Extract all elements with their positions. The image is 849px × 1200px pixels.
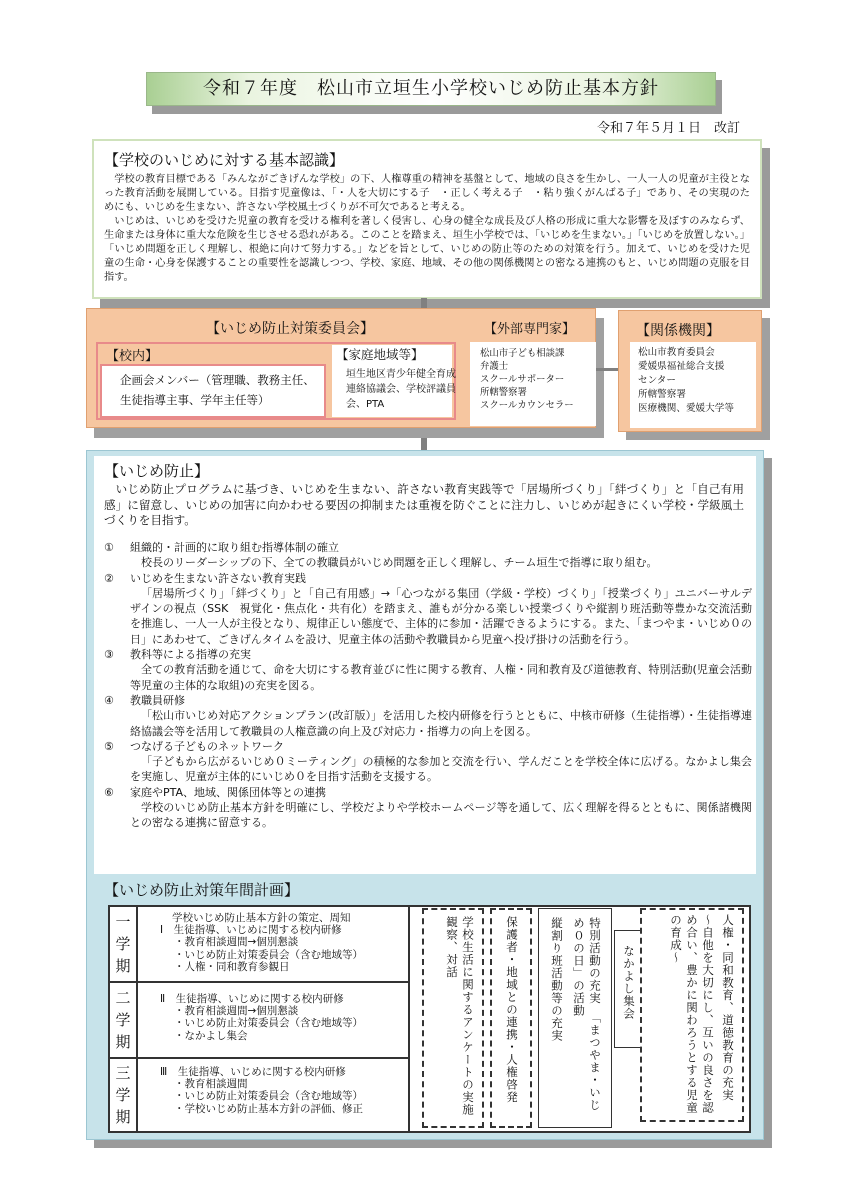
recognition-heading: 【学校のいじめに対する基本認識】 <box>104 151 345 169</box>
prevention-intro: いじめ防止プログラムに基づき、いじめを生まない、許さない教育実践等で「居場所づくり」「絆づくり」と「自己有用感」に留意し、いじめの加害に向かわせる要因の抑制または重複を防ぐことに注力し、いじめが起きにくい学校・学級風土づくりを目指す。 <box>104 482 744 527</box>
term-line: ・教育相談週間 <box>174 1078 248 1091</box>
item-description: 校長のリーダーシップの下、全ての教職員がいじめ問題を正しく理解し、チーム垣生で指導に取り組む。 <box>141 556 658 570</box>
term-line: ・人権・同和教育参観日 <box>174 960 290 973</box>
item-number: ① <box>104 541 114 554</box>
related-member: 松山市教育委員会 <box>638 347 715 358</box>
prevention-heading: 【いじめ防止】 <box>104 462 210 480</box>
item-title: つなげる子どものネットワーク <box>130 739 284 753</box>
term-line: ・いじめ防止対策委員会（含む地域等） <box>174 948 363 961</box>
term-char: 三 <box>115 1064 131 1082</box>
term-line: ・学校いじめ防止基本方針の評価、修正 <box>174 1102 363 1115</box>
recognition-para-1: 学校の教育目標である「みんながごきげんな学校」の下、人権尊重の精神を基盤として、地域の良さを生かし、一人一人の児童が主役となった教育活動を展開している。目指す児童像は、「・人を大切にする子 ・正しく考える子 ・粘り強くがんばる子」であり、その実現のためにも、いじめを生まない、許さない学校風土づくりが不可欠であると考える。 <box>104 174 750 213</box>
prevention-item <box>104 739 752 785</box>
term-divider <box>110 981 410 983</box>
committee-title: 【いじめ防止対策委員会】 <box>206 321 374 337</box>
item-title: 教科等による指導の充実 <box>130 648 251 662</box>
term-content-third <box>148 1066 410 1115</box>
item-title: 組織的・計画的に取り組む指導体制の確立 <box>130 541 339 554</box>
related-title: 【関係機関】 <box>636 323 720 339</box>
term-char: 一 <box>115 913 131 931</box>
term-char: 二 <box>115 989 131 1007</box>
page-title: 令和７年度 松山市立垣生小学校いじめ防止基本方針 <box>146 72 716 106</box>
term-label-third <box>110 1059 138 1131</box>
item-description: 「子どもから広がるいじめ０ミーティング」の積極的な参加と交流を行い、学んだことを学校全体に広げる。なかよし集会を実施し、児童が主体的にいじめ０を目指す活動を支援する。 <box>130 755 752 784</box>
survey-text: 学校生活に関するアンケートの実施 観察、対話 <box>445 916 475 1129</box>
external-member: スクールサポーター <box>480 374 565 385</box>
prevention-item <box>104 647 752 693</box>
term-line: ・教育相談週間→個別懇談 <box>174 1005 299 1018</box>
related-members <box>638 346 758 416</box>
term-line: Ⅰ 生徒指導、いじめに関する校内研修 <box>160 924 342 937</box>
item-description: 「居場所づくり」「絆づくり」と「自己有用感」→「心つながる集団（学級・学校）づくり」「授業づくり」ユニバーサルデザインの視点（SSK 視覚化・焦点化・共有化）を踏まえ、誰もが分かる楽しい授業づくりや縦割り班活動等豊かな交流活動を推進し、一人一人が主役となり、規律正しい態度で、主体的に参加・活躍できるようにする。また、「まつやま・いじめ０の日」にあわせて、ごきげんタイムを設け、児童主体の活動や教職員から児童へ投げ掛けの活動を行う。 <box>130 586 752 646</box>
related-member: 所轄警察署 <box>638 389 686 400</box>
term-line: ・いじめ防止対策委員会（含む地域等） <box>174 1090 363 1103</box>
term-divider <box>110 1057 410 1059</box>
term-char: 学 <box>115 1086 131 1104</box>
item-number: ② <box>104 571 114 585</box>
item-title: いじめを生まない許さない教育実践 <box>130 571 306 585</box>
family-members: 垣生地区青少年健全育成連絡協議会、学校評議員会、PTA <box>346 369 456 410</box>
item-number: ④ <box>104 693 114 707</box>
related-member: 医療機関、愛媛大学等 <box>638 403 734 414</box>
external-member: 弁護士 <box>480 361 509 372</box>
term-char: 期 <box>115 1033 131 1051</box>
guardian-column <box>490 908 532 1128</box>
term-char: 期 <box>115 957 131 975</box>
term-line: ・なかよし集会 <box>174 1029 248 1042</box>
term-label-first <box>110 907 138 981</box>
item-description: 全ての教育活動を通じて、命を大切にする教育並びに性に関する教育、人権・同和教育及び道徳教育、特別活動(児童会活動等児童の主体的な取組)の充実を図る。 <box>130 663 752 692</box>
prevention-item <box>104 785 752 831</box>
term-char: 学 <box>115 1011 131 1029</box>
revision-date: 令和７年５月１日 改訂 <box>596 121 740 136</box>
prevention-items <box>104 540 752 831</box>
related-member: センター <box>638 375 676 386</box>
recognition-section <box>92 139 762 299</box>
inside-label: 【校内】 <box>106 349 159 364</box>
item-number: ⑥ <box>104 785 114 799</box>
external-members <box>480 347 596 412</box>
family-label: 【家庭地域等】 <box>336 347 424 362</box>
item-number: ③ <box>104 648 114 662</box>
guardian-text: 保護者・地域との連携・人権啓発 <box>505 916 519 1104</box>
annual-plan-heading: 【いじめ防止対策年間計画】 <box>104 881 300 899</box>
external-label: 【外部専門家】 <box>484 322 576 337</box>
prevention-item <box>104 540 752 571</box>
term-char: 期 <box>115 1108 131 1126</box>
item-description: 「松山市いじめ対応アクションプラン(改訂版）」を活用した校内研修を行うとともに、中核市研修（生徒指導）・生徒指導連絡協議会等を活用して教職員の人権意識の向上及び対応力・指導力の向上を図る。 <box>130 709 752 738</box>
human-rights-column <box>640 908 744 1122</box>
nakayoshi-text: なかよし集会 <box>622 945 636 1020</box>
connector-line-horizontal <box>596 368 620 371</box>
special-activity-text-1: 特別活動の充実 「まつやま・いじめ０の日」の活動 <box>572 917 602 1112</box>
term-content-second <box>148 993 410 1042</box>
prevention-item <box>104 571 752 647</box>
item-title: 家庭やPTA、地域、関係団体等との連携 <box>130 785 327 799</box>
term-line: 学校いじめ防止基本方針の策定、周知 <box>172 912 351 924</box>
term-char: 学 <box>115 935 131 953</box>
term-line: ・教育相談週間→個別懇談 <box>174 936 299 949</box>
prevention-item <box>104 693 752 739</box>
special-activity-column <box>538 908 612 1128</box>
recognition-para-2: いじめは、いじめを受けた児童の教育を受ける権利を著しく侵害し、心身の健全な成長及び人格の形成に重大な影響を及ぼすのみならず、生命または身体に重大な危険を生じさせる恐れがある。このことを踏まえ、垣生小学校では、「いじめを生まない。」「いじめを放置しない。」「いじめ問題を正しく理解し、根絶に向けて努力する。」などを旨として、いじめの防止等のための対策を行う。加えて、いじめを受けた児童の生命・心身を保護することの重要性を認識しつつ、学校、家庭、地域、その他の関係機関との密なる連携のもと、いじめ問題の克服を目指す。 <box>104 216 750 283</box>
survey-column <box>422 908 484 1128</box>
related-member: 愛媛県福祉総合支援 <box>638 361 725 372</box>
external-member: 松山市子ども相談課 <box>480 348 565 359</box>
item-number: ⑤ <box>104 739 114 753</box>
inside-members: 企画会メンバー（管理職、教務主任、生徒指導主事、学年主任等） <box>100 364 326 418</box>
external-member: スクールカウンセラー <box>480 400 574 411</box>
term-label-second <box>110 983 138 1057</box>
special-activity-text-2: 縦割り班活動等の充実 <box>550 917 564 1042</box>
term-line: Ⅱ 生徒指導、いじめに関する校内研修 <box>160 993 344 1005</box>
item-title: 教職員研修 <box>130 693 185 707</box>
item-description: 学校のいじめ防止基本方針を明確にし、学校だよりや学校ホームページ等を通して、広く理解を得るとともに、関係諸機関との密なる連携に留意する。 <box>130 801 752 830</box>
human-rights-text-1: 人権・同和教育、道徳教育の充実 <box>721 914 735 1102</box>
term-line: ・いじめ防止対策委員会（含む地域等） <box>174 1017 363 1030</box>
human-rights-text-2: ～自他を大切にし、互いの良さを認め合い、豊かに関わろうとする児童の育成～ <box>669 914 715 1114</box>
external-member: 所轄警察署 <box>480 387 527 398</box>
term-content-first <box>148 912 410 973</box>
term-line: Ⅲ 生徒指導、いじめに関する校内研修 <box>160 1066 346 1078</box>
